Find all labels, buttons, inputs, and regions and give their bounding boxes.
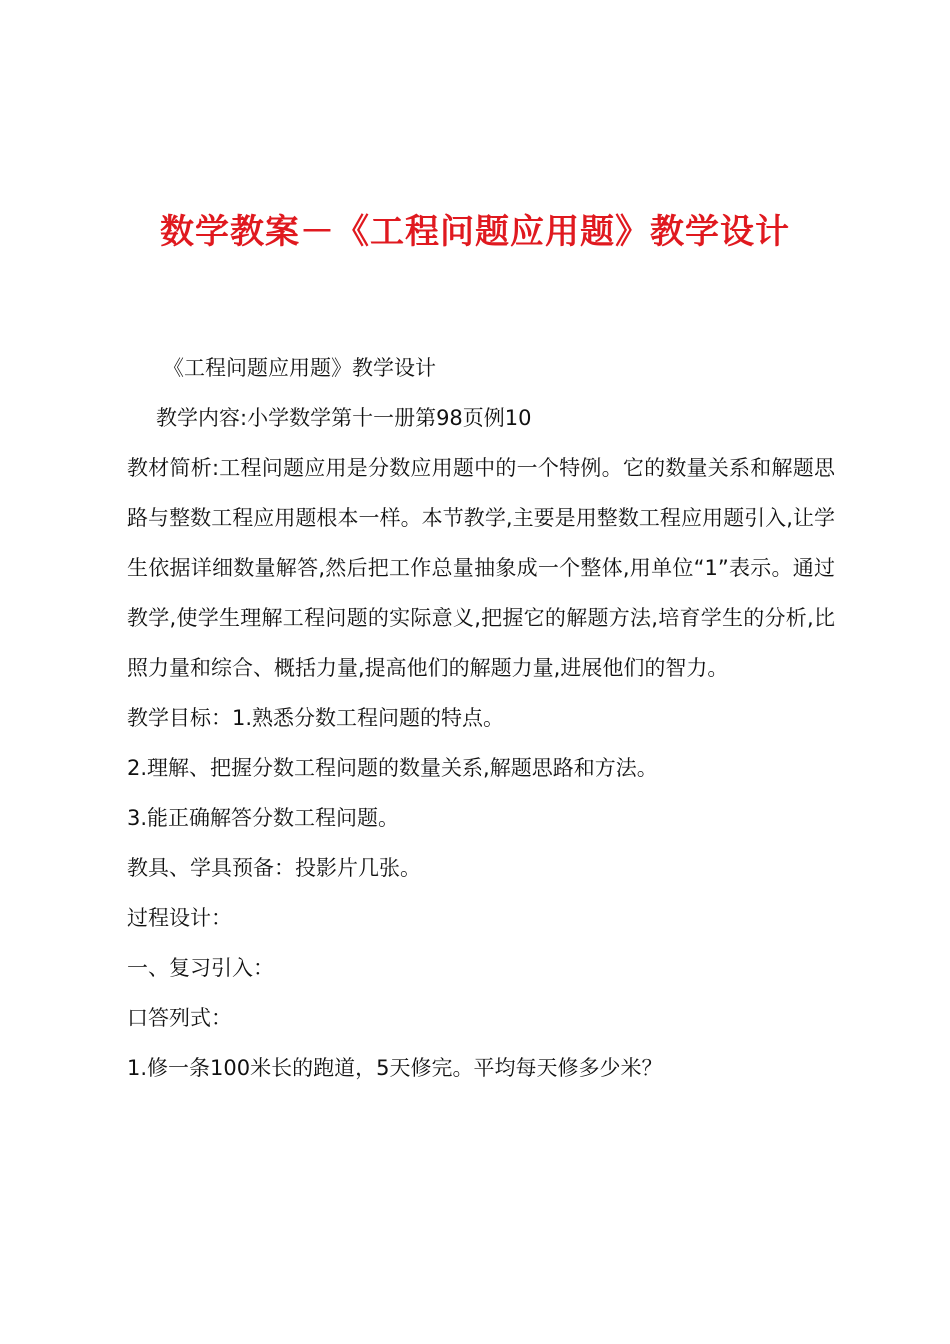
section-review-intro: 一、复习引入：	[127, 956, 274, 980]
teaching-goal-2: 2.理解、把握分数工程问题的数量关系,解题思路和方法。	[127, 756, 658, 780]
lesson-subtitle: 《工程问题应用题》教学设计	[163, 356, 436, 380]
document-body	[127, 343, 835, 1093]
material-analysis: 教材简析:工程问题应用是分数应用题中的一个特例。它的数量关系和解题思路与整数工程应用题根本一样。本节教学,主要是用整数工程应用题引入,让学生依据详细数量解答,然后把工作总量抽象成一个整体,用单位“1”表示。通过教学,使学生理解工程问题的实际意义,把握它的解题方法,培育学生的分析,比照力量和综合、概括力量,提高他们的解题力量,进展他们的智力。	[127, 456, 835, 680]
teaching-content: 教学内容:小学数学第十一册第98页例10	[156, 406, 532, 430]
teaching-goal-3: 3.能正确解答分数工程问题。	[127, 806, 400, 830]
question-1: 1.修一条100米长的跑道，5天修完。平均每天修多少米？	[127, 1056, 663, 1080]
process-heading: 过程设计：	[127, 906, 232, 930]
teaching-materials: 教具、学具预备：投影片几张。	[127, 856, 421, 880]
document-title: 数学教案－《工程问题应用题》教学设计	[160, 212, 790, 252]
teaching-goal-1: 教学目标：1.熟悉分数工程问题的特点。	[127, 706, 505, 730]
oral-answer-heading: 口答列式：	[127, 1006, 232, 1030]
